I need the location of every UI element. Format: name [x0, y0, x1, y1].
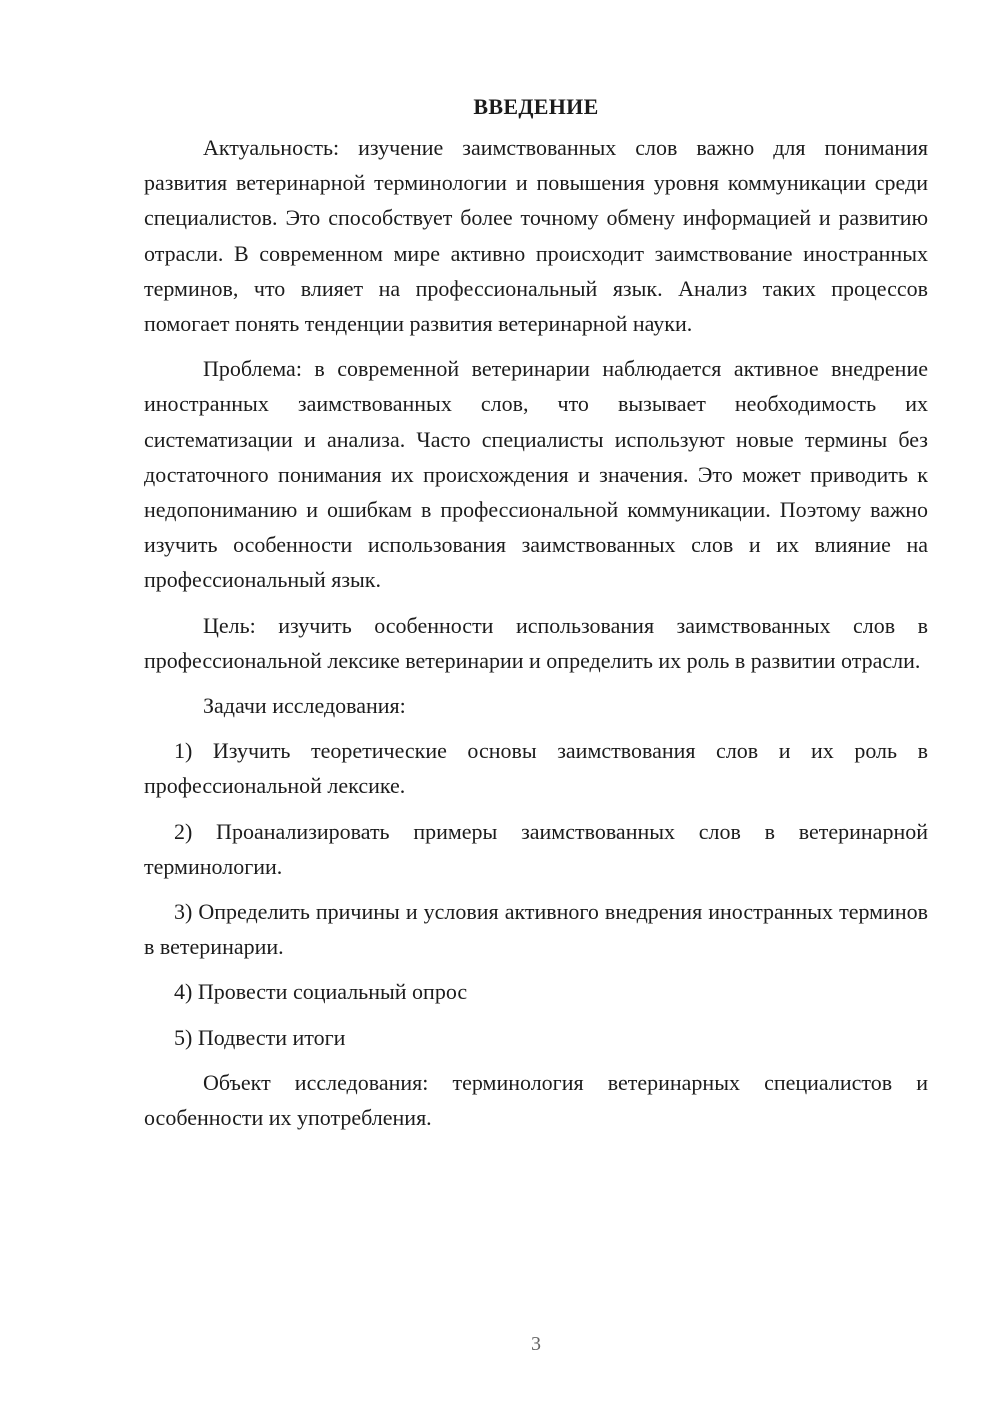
- tasks-list: [144, 733, 928, 1055]
- paragraph-object: Объект исследования: терминология ветеринарных специалистов и особенности их употребления.: [144, 1069, 928, 1131]
- page-title: ВВЕДЕНИЕ: [473, 94, 599, 119]
- task-item-2: 2) Проанализировать примеры заимствованных слов в ветеринарной терминологии.: [144, 818, 928, 879]
- paragraph-goal: Цель: изучить особенности использования заимствованных слов в профессиональной лексике ветеринарии и определить их роль в развитии отрасли.: [144, 612, 928, 673]
- task-item-1: 1) Изучить теоретические основы заимствования слов и их роль в профессиональной лексике.: [144, 738, 928, 799]
- paragraph-relevance: Актуальность: изучение заимствованных слов важно для понимания развития ветеринарной терминологии и повышения уровня коммуникации среди специалистов. Это способствует более точному обмену информацией и развитию отрасли. В современном мире активно происходит заимствование иностранных терминов, что влияет на профессиональный язык. Анализ таких процессов помогает понять тенденции развития ветеринарной науки.: [144, 135, 928, 337]
- tasks-heading: Задачи исследования:: [203, 693, 406, 719]
- task-item-3: 3) Определить причины и условия активного внедрения иностранных терминов в ветеринарии.: [144, 899, 928, 960]
- paragraph-problem: Проблема: в современной ветеринарии наблюдается активное внедрение иностранных заимствованных слов, что вызывает необходимость их систематизации и анализа. Часто специалисты используют новые термины без достаточного понимания их происхождения и значения. Это может приводить к недопониманию и ошибкам в профессиональной коммуникации. Поэтому важно изучить особенности использования заимствованных слов и их влияние на профессиональный язык.: [144, 356, 928, 593]
- page-number: 3: [531, 1333, 541, 1355]
- page-content: [144, 90, 928, 1145]
- task-item-5: 5) Подвести итоги: [174, 1024, 346, 1050]
- task-item-4: 4) Провести социальный опрос: [174, 979, 468, 1005]
